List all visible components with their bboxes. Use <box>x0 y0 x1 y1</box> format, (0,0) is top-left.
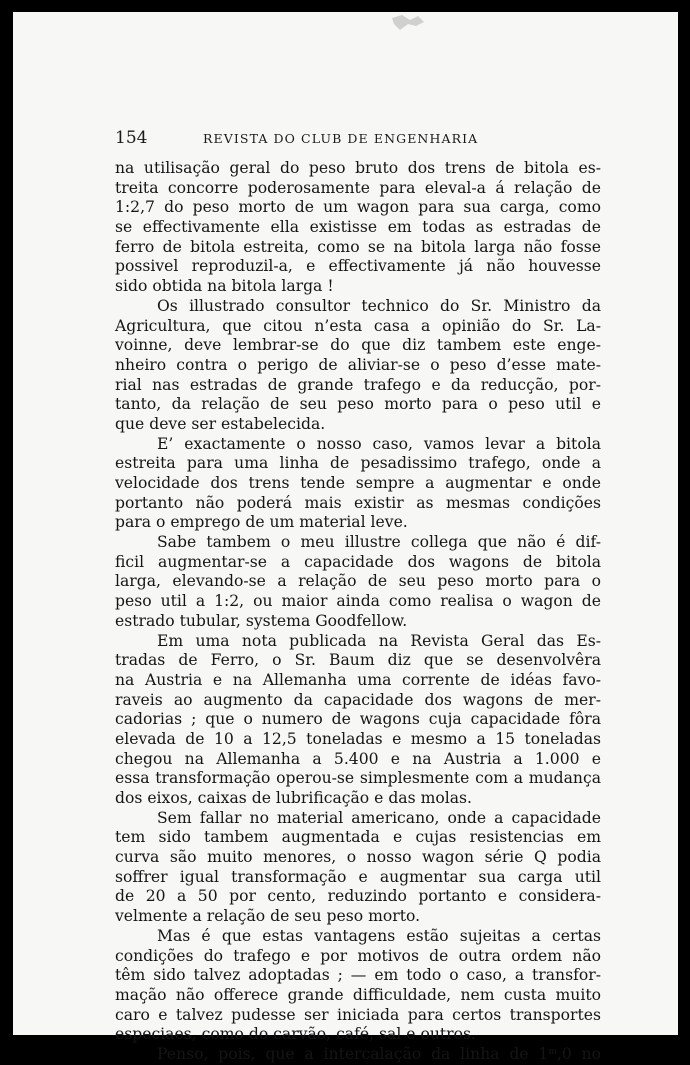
text-line: Os illustrado consultor technico do Sr. Ministro da <box>157 296 601 315</box>
page-header <box>115 128 601 148</box>
document-page <box>13 12 678 1063</box>
text-line: cadorias ; que o numero de wagons cuja capacidade fôra <box>115 710 601 729</box>
text-line: Sem fallar no material americano, onde a capacidade <box>157 808 601 827</box>
text-line: possivel reproduzil-a, e effectivamente já não houvesse <box>115 257 601 276</box>
meter-superscript: m <box>548 1046 557 1057</box>
text-line: na utilisação geral do peso bruto dos trens de bitola es- <box>115 159 601 177</box>
ink-smudge <box>388 12 428 38</box>
text-line: especiaes, como do carvão, café, sal e outros. <box>115 1025 476 1044</box>
text-line: raveis ao augmento da capacidade dos wagons de mer- <box>115 690 601 709</box>
text-line: ficil augmentar-se a capacidade dos wagons de bitola <box>115 552 601 571</box>
text-line: ferro de bitola estreita, como se na bitola larga não fosse <box>115 237 601 256</box>
text-line: de 20 a 50 por cento, reduzindo portanto e considera- <box>115 887 601 906</box>
final-line-start: Penso, pois, que a intercalação da linha de 1 <box>157 1044 549 1063</box>
running-title: REVISTA DO CLUB DE ENGENHARIA <box>203 131 479 146</box>
text-line: Mas é que estas vantagens estão sujeitas a certas <box>157 926 601 945</box>
text-line: elevada de 10 a 12,5 toneladas e mesmo a 15 toneladas <box>115 729 601 748</box>
text-line: Agricultura, que citou n’esta casa a opinião do Sr. La- <box>115 316 601 335</box>
text-line: E’ exactamente o nosso caso, vamos levar a bitola <box>157 434 601 453</box>
text-line: Em uma nota publicada na Revista Geral das Es- <box>157 631 601 650</box>
text-line: caro e talvez pudesse ser iniciada para certos transportes <box>115 1005 601 1024</box>
text-line: estrado tubular, systema Goodfellow. <box>115 611 408 630</box>
text-line: tanto, da relação de seu peso morto para o peso util e <box>115 395 601 414</box>
text-line: estreita para uma linha de pesadissimo trafego, onde a <box>115 454 601 473</box>
text-line: velocidade dos trens tende sempre a augmentar e onde <box>115 474 601 492</box>
final-line-end: ,0 no <box>556 1044 601 1063</box>
text-line: para o emprego de um material leve. <box>115 513 408 532</box>
text-line: voinne, deve lembrar-se do que diz tambem este enge- <box>115 336 601 355</box>
text-line: portanto não poderá mais existir as mesmas condições <box>115 493 601 512</box>
text-line: Sabe tambem o meu illustre collega que não é dif- <box>157 533 601 552</box>
text-line: larga, elevando-se a relação de seu peso morto para o <box>115 572 601 591</box>
text-line: nheiro contra o perigo de aliviar-se o peso d’esse mate- <box>115 355 601 374</box>
body-text <box>115 159 601 1065</box>
text-line: peso util a 1:2, ou maior ainda como realisa o wagon de <box>115 592 601 611</box>
text-line: chegou na Allemanha a 5.400 e na Austria a 1.000 e <box>115 749 601 768</box>
text-line: sido obtida na bitola larga ! <box>115 277 334 296</box>
text-line: dos eixos, caixas de lubrificação e das molas. <box>115 789 472 807</box>
text-line: na Austria e na Allemanha uma corrente de idéas favo- <box>115 670 601 689</box>
text-line: soffrer igual transformação e augmentar sua carga util <box>115 867 601 886</box>
text-line: curva são muito menores, o nosso wagon série Q podia <box>115 848 601 867</box>
text-line: treita concorre poderosamente para eleval-a á relação de <box>115 178 601 197</box>
text-line: 1:2,7 do peso morto de um wagon para sua carga, como <box>115 198 601 217</box>
text-line: têm sido talvez adoptadas ; — em todo o caso, a transfor- <box>115 966 601 985</box>
text-line: rial nas estradas de grande trafego e da reducção, por- <box>115 375 601 394</box>
text-line: se effectivamente ella existisse em todas as estradas de <box>115 218 601 237</box>
text-line: velmente a relação de seu peso morto. <box>115 907 421 926</box>
text-line: condições do trafego e por motivos de outra ordem não <box>115 946 601 965</box>
text-line: tem sido tambem augmentada e cujas resistencias em <box>115 828 601 847</box>
text-line: essa transformação operou-se simplesmente com a mudança <box>115 769 601 788</box>
text-line: tradas de Ferro, o Sr. Baum diz que se desenvolvêra <box>115 651 601 670</box>
text-line: que deve ser estabelecida. <box>115 414 326 433</box>
text-line: mação não offerece grande difficuldade, nem custa muito <box>115 985 601 1004</box>
page-number: 154 <box>115 128 148 148</box>
text-line-final <box>115 1045 601 1065</box>
